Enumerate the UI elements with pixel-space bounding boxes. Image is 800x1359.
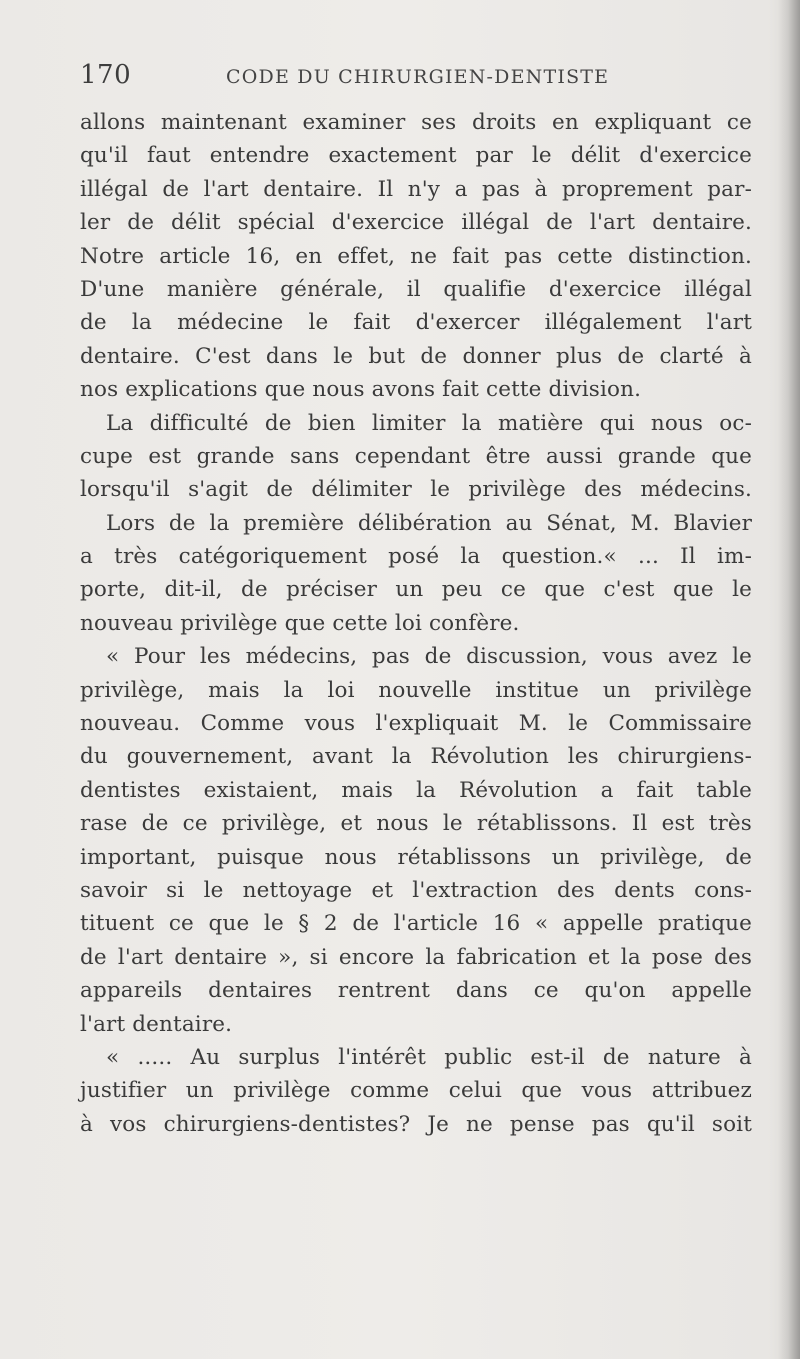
text-line: nouveau privilège que cette loi confère. [80, 610, 520, 636]
text-line: justifier un privilège comme celui que vous attribuez [80, 1078, 752, 1104]
text-line: tituent ce que le § 2 de l'article 16 « appelle pratique [80, 911, 752, 937]
text-line: illégal de l'art dentaire. Il n'y a pas à proprement par- [80, 176, 752, 202]
text-line: l'art dentaire. [80, 1011, 233, 1037]
text-line: à vos chirurgiens-dentistes? Je ne pense pas qu'il soit [80, 1111, 752, 1137]
running-title: CODE DU CHIRURGIEN-DENTISTE [226, 66, 610, 88]
text-line: de l'art dentaire », si encore la fabrication et la pose des [80, 944, 752, 970]
text-line: cupe est grande sans cependant être aussi grande que [80, 443, 752, 469]
text-line: privilège, mais la loi nouvelle institue un privilège [80, 677, 752, 703]
text-line: « ..... Au surplus l'intérêt public est-il de nature à [106, 1044, 752, 1070]
text-line: lorsqu'il s'agit de délimiter le privilège des médecins. [80, 477, 752, 503]
text-line: dentaire. C'est dans le but de donner plus de clarté à [80, 343, 752, 369]
text-line: appareils dentaires rentrent dans ce qu'on appelle [80, 978, 752, 1004]
text-line: « Pour les médecins, pas de discussion, vous avez le [106, 644, 752, 670]
text-line: dentistes existaient, mais la Révolution a fait table [80, 777, 752, 803]
text-line: du gouvernement, avant la Révolution les chirurgiens- [80, 744, 752, 770]
text-line: de la médecine le fait d'exercer illégalement l'art [80, 310, 752, 336]
body-text [80, 106, 752, 1141]
page-edge-shadow [778, 0, 800, 1359]
text-line: nouveau. Comme vous l'expliquait M. le Commissaire [80, 711, 752, 737]
text-line: a très catégoriquement posé la question.« ... Il im- [80, 544, 752, 570]
text-line: Lors de la première délibération au Sénat, M. Blavier [106, 510, 752, 536]
page-header [80, 60, 752, 94]
text-line: rase de ce privilège, et nous le rétablissons. Il est très [80, 811, 752, 837]
text-line: nos explications que nous avons fait cette division. [80, 377, 642, 403]
text-line: Notre article 16, en effet, ne fait pas cette distinction. [80, 243, 752, 269]
text-line: allons maintenant examiner ses droits en expliquant ce [80, 110, 752, 135]
text-line: porte, dit-il, de préciser un peu ce que c'est que le [80, 577, 752, 603]
text-line: important, puisque nous rétablissons un privilège, de [80, 844, 752, 870]
text-line: La difficulté de bien limiter la matière qui nous oc- [106, 410, 752, 436]
text-line: savoir si le nettoyage et l'extraction des dents cons- [80, 877, 752, 903]
page-number: 170 [80, 60, 132, 90]
text-line: ler de délit spécial d'exercice illégal de l'art dentaire. [80, 210, 752, 236]
text-line: D'une manière générale, il qualifie d'exercice illégal [80, 276, 752, 302]
text-line: qu'il faut entendre exactement par le délit d'exercice [80, 143, 752, 169]
